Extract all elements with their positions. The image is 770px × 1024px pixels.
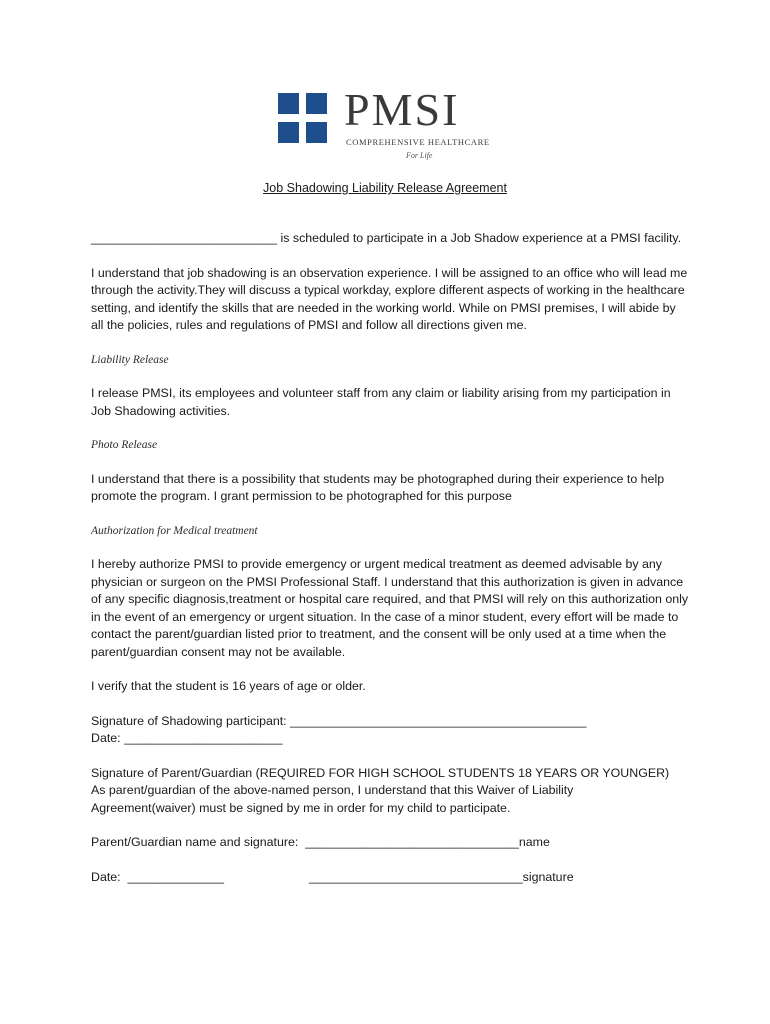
guardian-statement-line2: Agreement(waiver) must be signed by me in order for my child to participate. xyxy=(91,800,511,815)
photo-paragraph: I understand that there is a possibility that students may be photographed during their experience to help promote the program. I grant permission to be photographed for this purpose xyxy=(91,471,665,503)
medical-heading: Authorization for Medical treatment xyxy=(91,524,258,537)
guardian-statement-line1: As parent/guardian of the above-named person, I understand that this Waiver of Liability xyxy=(91,783,574,797)
intro-paragraph: ___________________________ is scheduled to participate in a Job Shadow experience at a PMSI facility. xyxy=(91,231,682,245)
guardian-heading: Signature of Parent/Guardian (REQUIRED FOR HIGH SCHOOL STUDENTS 18 YEARS OR YOUNGER) xyxy=(91,765,670,780)
liability-heading: Liability Release xyxy=(91,353,169,366)
logo-tagline: For Life xyxy=(406,151,433,160)
document-title: Job Shadowing Liability Release Agreement xyxy=(263,181,507,195)
verify-paragraph: I verify that the student is 16 years of age or older. xyxy=(91,679,366,693)
participant-date-field[interactable]: Date: _______________________ xyxy=(91,731,283,745)
guardian-name-field[interactable]: Parent/Guardian name and signature: _______________________________name xyxy=(91,835,550,849)
understand-paragraph: I understand that job shadowing is an observation experience. I will be assigned to an office who will lead me through the activity.They will discuss a typical workday, explore different aspects of working in the healthcare setting, and identify the skills that are needed in the working world. While on PMSI premises, I will abide by all the policies, rules and regulations of PMSI and follow all directions given me. xyxy=(91,265,688,332)
pmsi-logo xyxy=(278,84,498,163)
photo-heading: Photo Release xyxy=(91,439,158,451)
document-body xyxy=(91,230,691,886)
guardian-date-field[interactable]: Date: ______________ xyxy=(91,869,224,884)
medical-paragraph: I hereby authorize PMSI to provide emergency or urgent medical treatment as deemed advisable by any physician or surgeon on the PMSI Professional Staff. I understand that this authorization is given in advance of any specific diagnosis,treatment or hospital care required, and that PMSI will rely on this authorization only in the event of an emergency or urgent situation. In the case of a minor student, every effort will be made to contact the parent/guardian listed prior to treatment, and the consent will be only used at a time when the parent/guardian consent may not be available. xyxy=(91,557,689,659)
logo-squares-icon xyxy=(278,93,330,145)
logo-subtitle: COMPREHENSIVE HEALTHCARE xyxy=(346,137,490,147)
guardian-date-signature-row xyxy=(91,869,691,887)
participant-signature-field[interactable]: Signature of Shadowing participant: ___________________________________________ xyxy=(91,713,587,728)
guardian-signature-field[interactable]: _______________________________signature xyxy=(309,869,574,884)
logo-name: PMSI xyxy=(344,84,460,135)
liability-paragraph: I release PMSI, its employees and volunteer staff from any claim or liability arising from my participation in Job Shadowing activities. xyxy=(91,386,671,418)
